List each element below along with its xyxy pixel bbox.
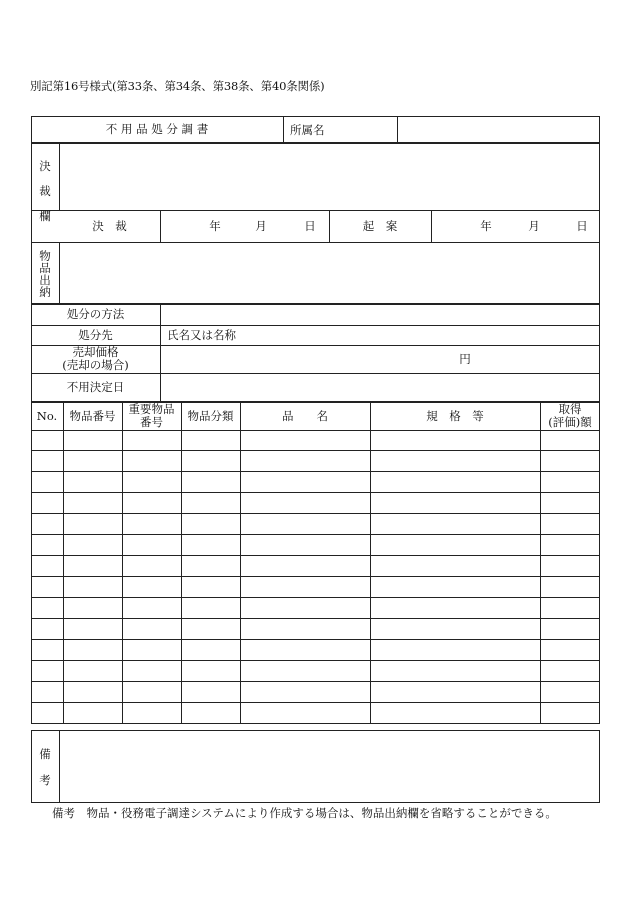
cell-acquisition-cost[interactable] xyxy=(541,641,599,660)
cell-acquisition-cost[interactable] xyxy=(541,452,599,471)
cell-item-number[interactable] xyxy=(64,557,121,576)
decision-label: 決 裁 xyxy=(92,219,127,234)
cell-category[interactable] xyxy=(182,620,239,639)
cell-item-name[interactable] xyxy=(241,515,369,534)
storage-field[interactable] xyxy=(60,243,598,303)
cell-spec[interactable] xyxy=(371,494,539,513)
cell-important-item-number[interactable] xyxy=(123,662,180,681)
cell-no[interactable] xyxy=(32,704,62,723)
cell-important-item-number[interactable] xyxy=(123,473,180,492)
decision-section-label: 決 裁 欄 xyxy=(39,159,51,223)
cell-acquisition-cost[interactable] xyxy=(541,683,599,702)
draft-day: 日 xyxy=(576,219,588,234)
disposal-destination-label: 処分先 xyxy=(78,327,113,342)
cell-no[interactable] xyxy=(32,578,62,597)
cell-category[interactable] xyxy=(182,641,239,660)
cell-acquisition-cost[interactable] xyxy=(541,431,599,450)
cell-no[interactable] xyxy=(32,431,62,450)
cell-acquisition-cost[interactable] xyxy=(541,578,599,597)
cell-no[interactable] xyxy=(32,452,62,471)
cell-acquisition-cost[interactable] xyxy=(541,557,599,576)
cell-item-number[interactable] xyxy=(64,704,121,723)
cell-spec[interactable] xyxy=(371,599,539,618)
cell-item-name[interactable] xyxy=(241,620,369,639)
cell-important-item-number[interactable] xyxy=(123,515,180,534)
cell-item-name[interactable] xyxy=(241,536,369,555)
cell-item-name[interactable] xyxy=(241,431,369,450)
cell-spec[interactable] xyxy=(371,704,539,723)
header-acquisition-cost: 取得 (評価)額 xyxy=(548,402,592,429)
cell-spec[interactable] xyxy=(371,578,539,597)
sale-price-label: 売却価格 (売却の場合) xyxy=(62,345,129,372)
header-spec: 規 格 等 xyxy=(426,408,484,423)
cell-spec[interactable] xyxy=(371,557,539,576)
cell-item-name[interactable] xyxy=(241,494,369,513)
cell-item-number[interactable] xyxy=(64,452,121,471)
header-no: No. xyxy=(36,408,58,423)
cell-item-name[interactable] xyxy=(241,578,369,597)
cell-spec[interactable] xyxy=(371,683,539,702)
disposal-method-label: 処分の方法 xyxy=(66,307,125,322)
cell-no[interactable] xyxy=(32,620,62,639)
cell-spec[interactable] xyxy=(371,620,539,639)
cell-item-number[interactable] xyxy=(64,494,121,513)
cell-item-name[interactable] xyxy=(241,557,369,576)
cell-category[interactable] xyxy=(182,662,239,681)
sale-price-field[interactable] xyxy=(161,346,461,372)
cell-item-name[interactable] xyxy=(241,683,369,702)
cell-spec[interactable] xyxy=(371,536,539,555)
cell-important-item-number[interactable] xyxy=(123,599,180,618)
cell-item-number[interactable] xyxy=(64,536,121,555)
cell-no[interactable] xyxy=(32,641,62,660)
decision-day: 日 xyxy=(304,219,316,234)
department-label: 所属名 xyxy=(290,122,325,137)
cell-important-item-number[interactable] xyxy=(123,431,180,450)
cell-category[interactable] xyxy=(182,431,239,450)
draft-year: 年 xyxy=(480,219,492,234)
cell-spec[interactable] xyxy=(371,662,539,681)
cell-item-name[interactable] xyxy=(241,662,369,681)
cell-important-item-number[interactable] xyxy=(123,683,180,702)
cell-spec[interactable] xyxy=(371,515,539,534)
cell-category[interactable] xyxy=(182,557,239,576)
cell-no[interactable] xyxy=(32,683,62,702)
cell-spec[interactable] xyxy=(371,473,539,492)
department-field[interactable] xyxy=(400,116,596,143)
cell-item-name[interactable] xyxy=(241,641,369,660)
cell-no[interactable] xyxy=(32,515,62,534)
cell-item-number[interactable] xyxy=(64,599,121,618)
cell-category[interactable] xyxy=(182,704,239,723)
decision-month: 月 xyxy=(255,219,267,234)
cell-category[interactable] xyxy=(182,515,239,534)
decision-year: 年 xyxy=(209,219,221,234)
cell-category[interactable] xyxy=(182,599,239,618)
cell-no[interactable] xyxy=(32,473,62,492)
cell-category[interactable] xyxy=(182,494,239,513)
cell-category[interactable] xyxy=(182,683,239,702)
cell-important-item-number[interactable] xyxy=(123,536,180,555)
header-item-name: 品 名 xyxy=(282,408,328,423)
header-category: 物品分類 xyxy=(187,408,234,423)
cell-acquisition-cost[interactable] xyxy=(541,536,599,555)
cell-item-name[interactable] xyxy=(241,704,369,723)
cell-item-number[interactable] xyxy=(64,683,121,702)
cell-item-number[interactable] xyxy=(64,431,121,450)
sale-price-unit: 円 xyxy=(459,351,471,366)
disposal-method-field[interactable] xyxy=(161,305,598,324)
cell-important-item-number[interactable] xyxy=(123,452,180,471)
cell-no[interactable] xyxy=(32,599,62,618)
cell-important-item-number[interactable] xyxy=(123,620,180,639)
draft-month: 月 xyxy=(528,219,540,234)
cell-item-name[interactable] xyxy=(241,473,369,492)
cell-category[interactable] xyxy=(182,452,239,471)
storage-section-label: 物 品 出 納 xyxy=(39,249,51,299)
cell-no[interactable] xyxy=(32,557,62,576)
cell-item-number[interactable] xyxy=(64,515,121,534)
cell-acquisition-cost[interactable] xyxy=(541,599,599,618)
cell-spec[interactable] xyxy=(371,452,539,471)
cell-spec[interactable] xyxy=(371,431,539,450)
cell-item-number[interactable] xyxy=(64,620,121,639)
disposal-decision-date-label: 不用決定日 xyxy=(66,380,125,395)
cell-item-name[interactable] xyxy=(241,452,369,471)
cell-important-item-number[interactable] xyxy=(123,494,180,513)
cell-no[interactable] xyxy=(32,536,62,555)
cell-acquisition-cost[interactable] xyxy=(541,515,599,534)
cell-important-item-number[interactable] xyxy=(123,704,180,723)
cell-acquisition-cost[interactable] xyxy=(541,473,599,492)
cell-item-number[interactable] xyxy=(64,662,121,681)
draft-label: 起 案 xyxy=(362,219,398,234)
cell-acquisition-cost[interactable] xyxy=(541,494,599,513)
cell-important-item-number[interactable] xyxy=(123,578,180,597)
form-caption: 別記第16号様式(第33条、第34条、第38条、第40条関係) xyxy=(30,79,325,93)
cell-acquisition-cost[interactable] xyxy=(541,662,599,681)
header-item-number: 物品番号 xyxy=(69,408,116,423)
form-title: 不 用 品 処 分 調 書 xyxy=(105,122,209,137)
footnote: 備考 物品・役務電子調達システムにより作成する場合は、物品出納欄を省略することができる。 xyxy=(52,806,557,820)
cell-item-name[interactable] xyxy=(241,599,369,618)
cell-acquisition-cost[interactable] xyxy=(541,704,599,723)
cell-item-number[interactable] xyxy=(64,473,121,492)
disposal-decision-date-field[interactable] xyxy=(161,374,598,401)
header-important-item-number: 重要物品 番号 xyxy=(128,402,175,429)
cell-category[interactable] xyxy=(182,473,239,492)
cell-important-item-number[interactable] xyxy=(123,641,180,660)
cell-important-item-number[interactable] xyxy=(123,557,180,576)
cell-no[interactable] xyxy=(32,662,62,681)
cell-category[interactable] xyxy=(182,536,239,555)
cell-acquisition-cost[interactable] xyxy=(541,620,599,639)
cell-item-number[interactable] xyxy=(64,578,121,597)
cell-item-number[interactable] xyxy=(64,641,121,660)
destination-name-field[interactable]: 氏名又は名称 xyxy=(167,328,236,342)
cell-no[interactable] xyxy=(32,494,62,513)
remarks-field[interactable] xyxy=(60,731,598,802)
remarks-label: 備 考 xyxy=(39,747,51,787)
cell-spec[interactable] xyxy=(371,641,539,660)
cell-category[interactable] xyxy=(182,578,239,597)
